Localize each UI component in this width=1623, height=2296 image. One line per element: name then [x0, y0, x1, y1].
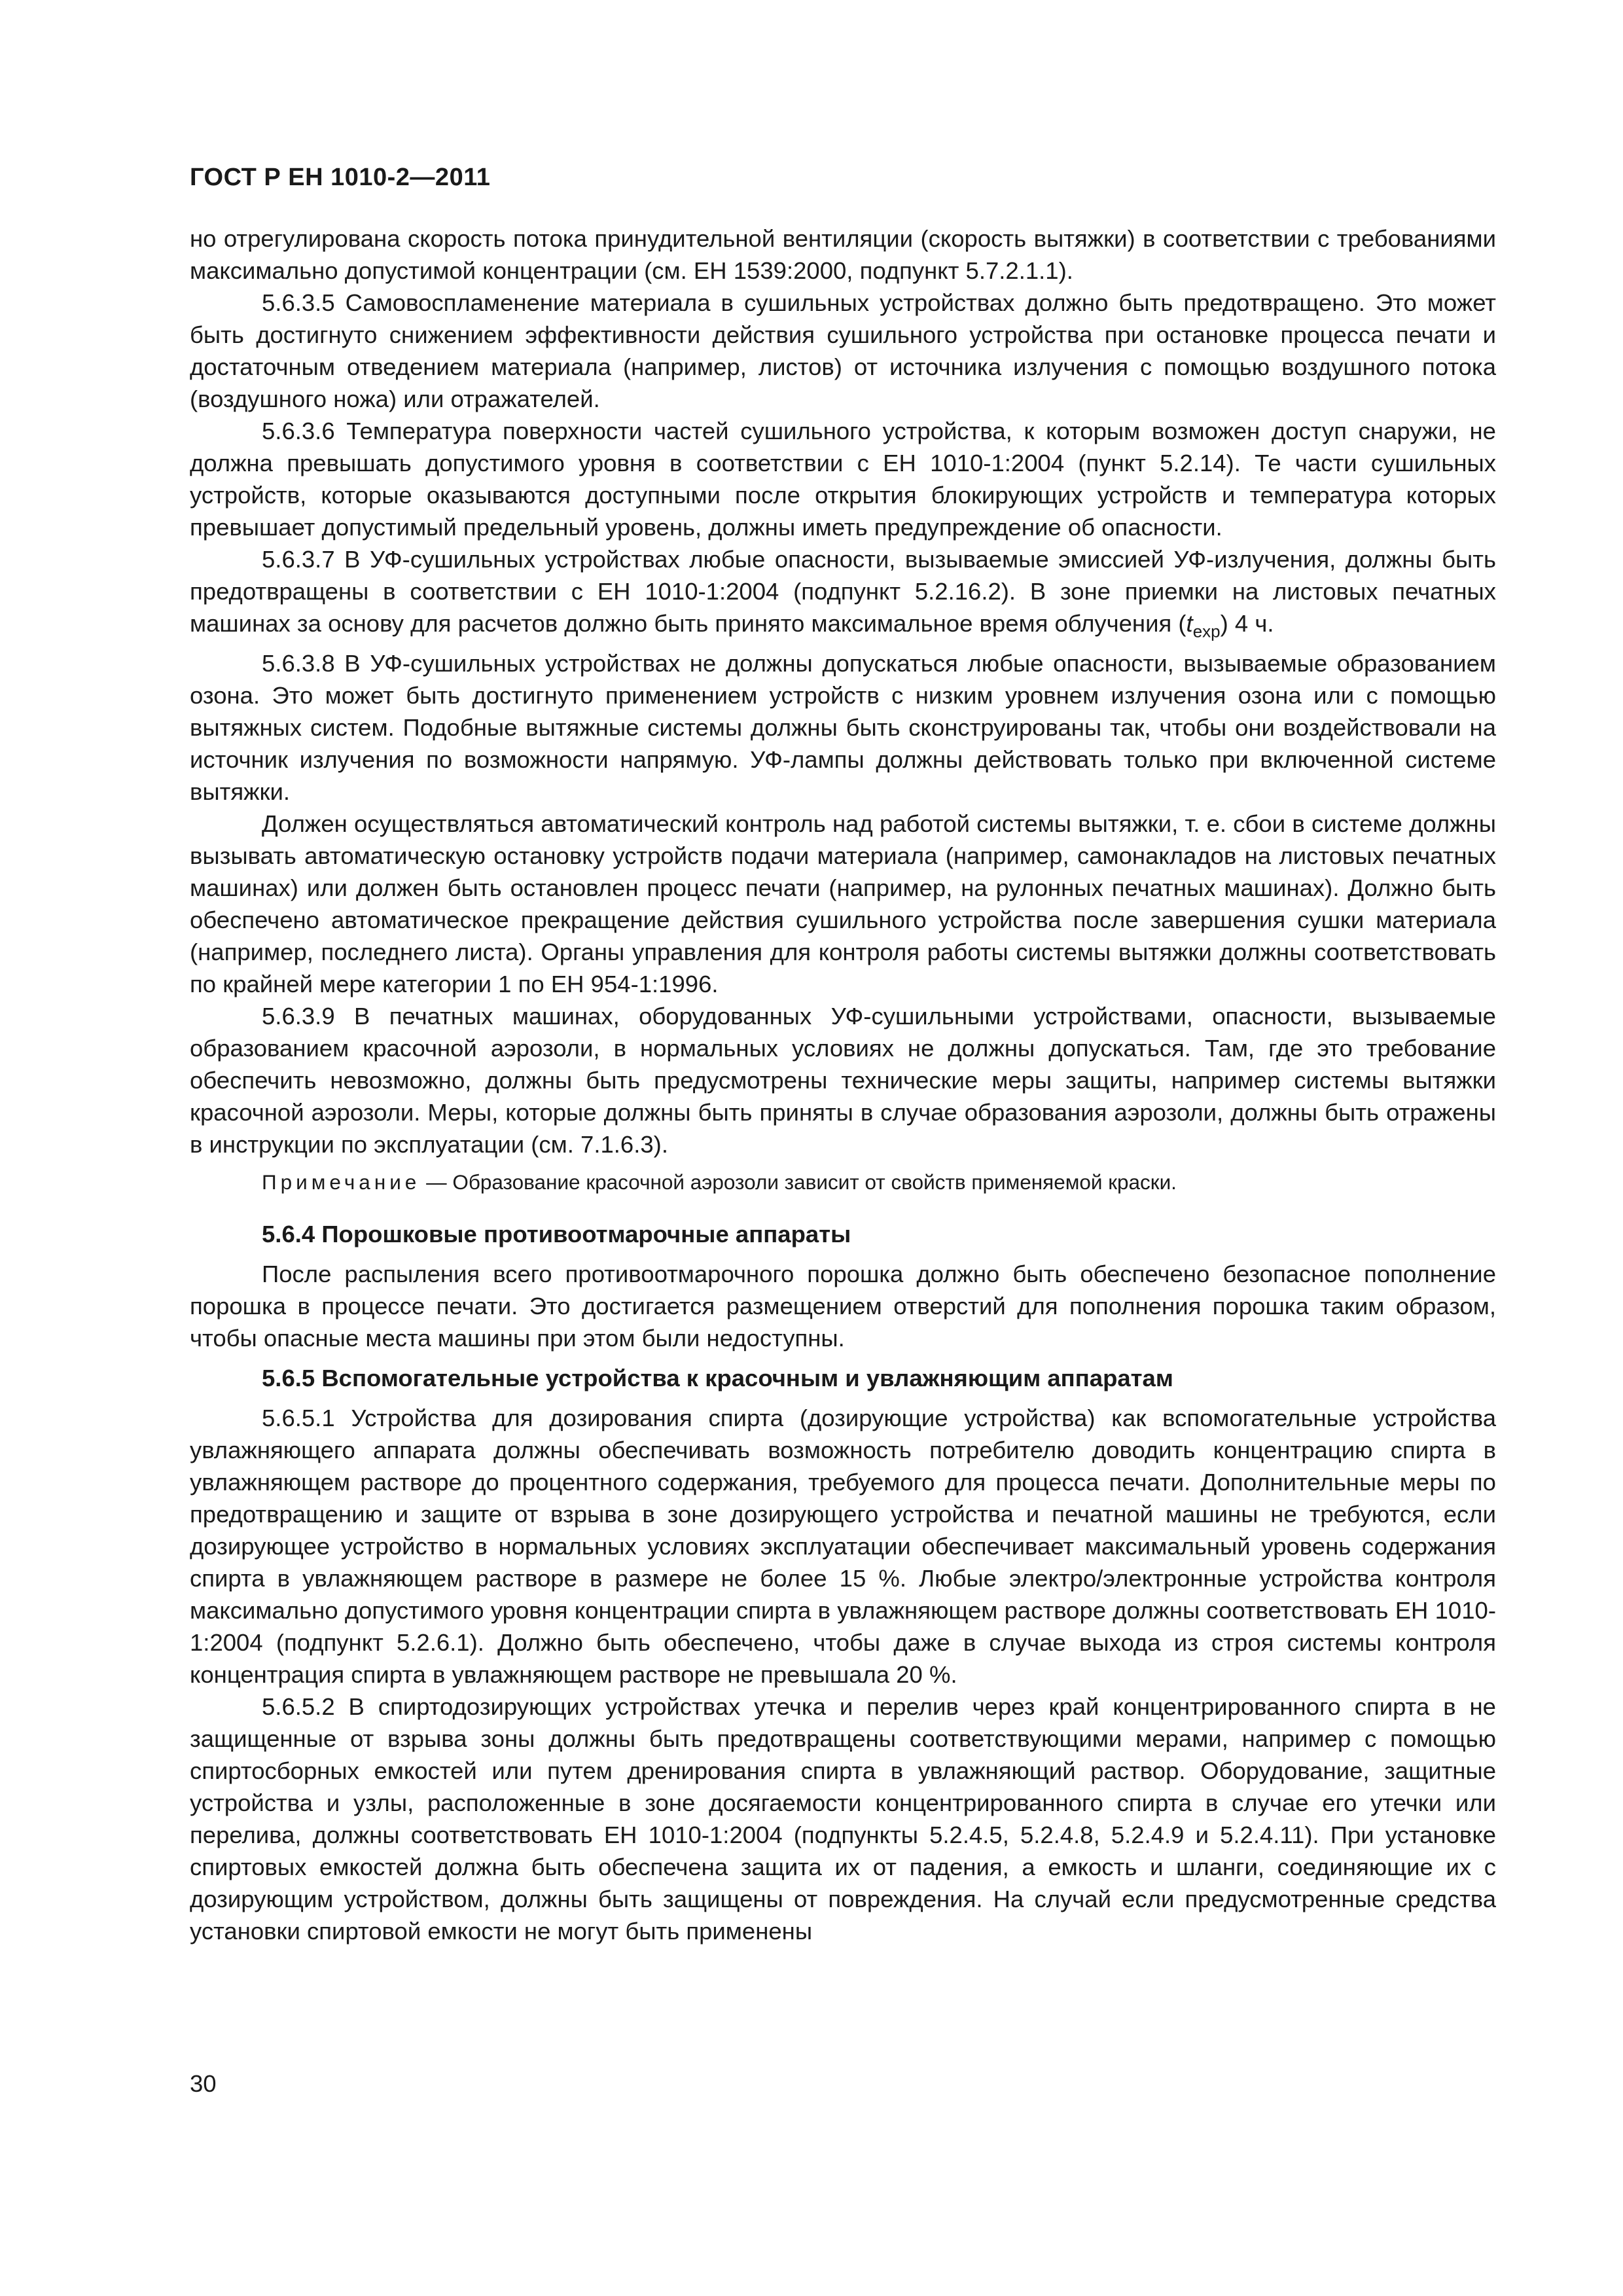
note-text: — Образование красочной аэрозоли зависит от свойств применяемой краски. [420, 1170, 1177, 1194]
note [190, 1167, 1496, 1197]
paragraph-5-6-3-8: 5.6.3.8 В УФ-сушильных устройствах не должны допускаться любые опасности, вызываемые образованием озона. Это может быть достигнуто применением устройств с низким уровнем излучения озона или с помощью вытяжных систем. Подобные вытяжные системы должны быть сконструированы так, чтобы они воздействовали на источник излучения по возможности напрямую. УФ-лампы должны действовать только при включенной системе вытяжки. [190, 650, 1496, 806]
page-number: 30 [190, 2070, 217, 2097]
paragraph-5-6-3-9: 5.6.3.9 В печатных машинах, оборудованных УФ-сушильными устройствами, опасности, вызываемые образованием красочной аэрозоли, в нормальных условиях не должны допускаться. Там, где это требование обеспечить невозможно, должны быть предусмотрены технические меры защиты, например системы вытяжки красочной аэрозоли. Меры, которые должны быть приняты в случае образования аэрозоли, должны быть отражены в инструкции по эксплуатации (см. 7.1.6.3). [190, 1003, 1496, 1158]
paragraph-5-6-3-6: 5.6.3.6 Температура поверхности частей сушильного устройства, к которым возможен доступ снаружи, не должна превышать допустимого уровня в соответствии с ЕН 1010-1:2004 (пункт 5.2.14). Те части сушильных устройств, которые оказываются доступными после открытия блокирующих устройств и температура которых превышает допустимый предельный уровень, должны иметь предупреждение об опасности. [190, 418, 1496, 541]
standard-header: ГОСТ Р ЕН 1010-2—2011 [190, 164, 491, 191]
note-label: Примечание [262, 1170, 421, 1194]
paragraph-powder: После распыления всего противоотмарочного порошка должно быть обеспечено безопасное пополнение порошка в процессе печати. Это достигается размещением отверстий для пополнения порошка таким образом, чтобы опасные места машины при этом были недоступны. [190, 1261, 1496, 1352]
document-body [190, 223, 1496, 1947]
paragraph-5-6-3-5: 5.6.3.5 Самовоспламенение материала в сушильных устройствах должно быть предотвращено. Это может быть достигнуто снижением эффективности действия сушильного устройства при остановке процесса печати и достаточным отведением материала (например, листов) от источника излучения с помощью воздушного потока (воздушного ножа) или отражателей. [190, 289, 1496, 412]
paragraph-5-6-5-2: 5.6.5.2 В спиртодозирующих устройствах утечка и перелив через край концентрированного спирта в не защищенные от взрыва зоны должны быть предотвращены соответствующими мерами, например с помощью спиртосборных емкостей или путем дренирования спирта в увлажняющий раствор. Оборудование, защитные устройства и узлы, расположенные в зоне досягаемости концентрированного спирта в случае его утечки или перелива, должны соответствовать ЕН 1010-1:2004 (подпункты 5.2.4.5, 5.2.4.8, 5.2.4.9 и 5.2.4.11). При установке спиртовых емкостей должна быть обеспечена защита их от падения, а емкость и шланги, соединяющие их с дозирующим устройством, должны быть защищены от повреждения. На случай если предусмотренные средства установки спиртовой емкости не могут быть применены [190, 1693, 1496, 1945]
paragraph-5-6-3-7-text: 5.6.3.7 В УФ-сушильных устройствах любые опасности, вызываемые эмиссией УФ-излучения, должны быть предотвращены в соответствии с ЕН 1010-1:2004 (подпункт 5.2.16.2). В зоне приемки на листовых печатных машинах за основу для расчетов должно быть принято максимальное время облучения ( [190, 546, 1496, 637]
paragraph-continuation: но отрегулирована скорость потока принудительной вентиляции (скорость вытяжки) в соответствии с требованиями максимально допустимой концентрации (см. ЕН 1539:2000, подпункт 5.7.2.1.1). [190, 225, 1496, 284]
section-heading-5-6-4: 5.6.4 Порошковые противоотмарочные аппараты [262, 1221, 851, 1248]
exp-subscript: exp [1192, 621, 1221, 641]
paragraph-5-6-3-7-tail: ) 4 ч. [1220, 610, 1274, 637]
paragraph-5-6-3-7 [190, 543, 1496, 647]
t-symbol: t [1186, 610, 1193, 637]
section-heading-5-6-5: 5.6.5 Вспомогательные устройства к красочным и увлажняющим аппаратам [262, 1365, 1173, 1392]
paragraph-5-6-5-1: 5.6.5.1 Устройства для дозирования спирта (дозирующие устройства) как вспомогательные устройства увлажняющего аппарата должны обеспечивать возможность потребителю доводить концентрацию спирта в увлажняющем растворе до процентного содержания, требуемого для процесса печати. Дополнительные меры по предотвращению и защите от взрыва в зоне дозирующего устройства и печатной машины не требуются, если дозирующее устройство в нормальных условиях эксплуатации обеспечивает максимальный уровень содержания спирта в увлажняющем растворе в размере не более 15 %. Любые электро/электронные устройства контроля максимально допустимого уровня концентрации спирта в увлажняющем растворе должны соответствовать ЕН 1010-1:2004 (подпункт 5.2.6.1). Должно быть обеспечено, чтобы даже в случае выхода из строя системы контроля концентрация спирта в увлажняющем растворе не превышала 20 %. [190, 1405, 1496, 1689]
document-page [190, 0, 1496, 2296]
paragraph-exhaust-control: Должен осуществляться автоматический контроль над работой системы вытяжки, т. е. сбои в системе должны вызывать автоматическую остановку устройств подачи материала (например, самонакладов на листовых печатных машинах) или должен быть остановлен процесс печати (например, на рулонных печатных машинах). Должно быть обеспечено автоматическое прекращение действия сушильного устройства после завершения сушки материала (например, последнего листа). Органы управления для контроля работы системы вытяжки должны соответствовать по крайней мере категории 1 по ЕН 954-1:1996. [190, 810, 1496, 998]
